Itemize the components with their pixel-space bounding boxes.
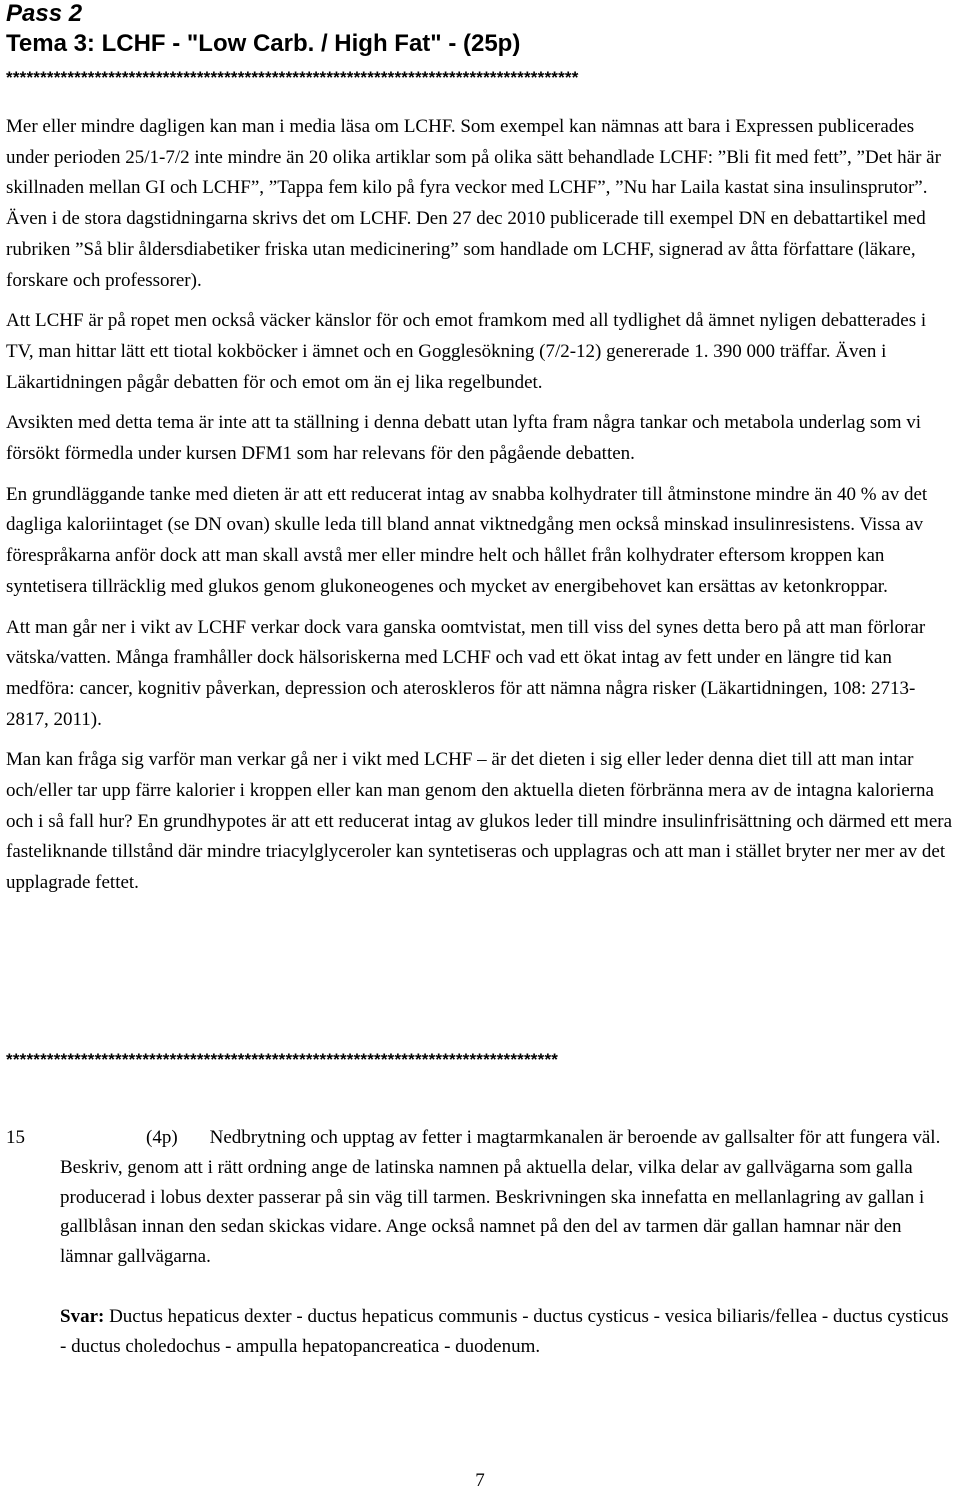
answer (60, 1302, 956, 1362)
question-body: Nedbrytning och upptag av fetter i magtarmkanalen är beroende av gallsalter för att fungera väl. Beskriv, genom att i rätt ordning ange de latinska namnen på aktuella delar, vilka delar av gallvägarna som galla producerad i lobus dexter passerar på sin väg till tarmen. Beskrivningen ska innefatta en mellanlagring av gallan i gallblåsan innan den sedan skickas vidare. Ange också namnet på den del av tarmen där gallan hamnar när den lämnar gallvägarna. (60, 1127, 941, 1268)
paragraph-4: En grundläggande tanke med dieten är att ett reducerat intag av snabba kolhydrater till åtminstone mindre än 40 % av det dagliga kaloriintaget (se DN ovan) skulle leda till bland annat viktnedgång men också minskad insulinresistens. Vissa av förespråkarna anför dock att man skall avstå mer eller mindre helt och hållet från kolhydrater eftersom kroppen kan syntetisera tillräcklig med glukos genom glukoneogenes och mycket av energibehovet kan ersättas av ketonkroppar. (6, 483, 928, 597)
paragraph-1: Mer eller mindre dagligen kan man i media läsa om LCHF. Som exempel kan nämnas att bara i Expressen publicerades under perioden 25/1-7/2 inte mindre än 20 olika artiklar som på olika sätt behandlade LCHF: ”Bli fit med fett”, ”Det här är skillnaden mellan GI och LCHF”, ”Tappa fem kilo på fyra veckor med LCHF”, ”Nu har Laila kastat sina insulinsprutor”. Även i de stora dagstidningarna skrivs det om LCHF. Den 27 dec 2010 publicerade till exempel DN en debattartikel med rubriken ”Så blir åldersdiabetiker friska utan medicinering” som handlade om LCHF, signerad av åtta författare (läkare, forskare och professorer). (6, 116, 941, 291)
paragraph-6: Man kan fråga sig varför man verkar gå ner i vikt med LCHF – är det dieten i sig eller leder denna diet till att man intar och/eller tar upp färre kalorier i kroppen eller kan man genom den aktuella dieten förbränna mera av de intagna kalorierna och i så fall hur? En grundhypotes är att ett reducerat intag av glukos leder till mindre insulinfrisättning och därmed ett mera fasteliknande tillstånd där mindre triacylglyceroler kan syntetiseras och upplagras och att man i stället bryter ner mer av det upplagrade fettet. (6, 749, 953, 894)
pass-heading: Pass 2 (6, 0, 83, 27)
divider-top: ************************************************************************************ (6, 68, 579, 87)
answer-label: Svar: (60, 1305, 105, 1327)
question-points: (4p) (146, 1127, 178, 1148)
answer-text: Ductus hepaticus dexter - ductus hepaticus communis - ductus cysticus - vesica biliaris/fellea - ductus cysticus - ductus choledochus - ampulla hepatopancreatica - duodenum. (60, 1305, 949, 1357)
divider-bottom: ********************************************************************************* (6, 1050, 559, 1069)
page-number: 7 (475, 1470, 485, 1491)
question-number: 15 (6, 1127, 25, 1148)
theme-heading: Tema 3: LCHF - "Low Carb. / High Fat" - (25p) (6, 30, 521, 57)
question-row (6, 1123, 956, 1272)
question-text (60, 1123, 956, 1272)
paragraph-2: Att LCHF är på ropet men också väcker känslor för och emot framkom med all tydlighet då ämnet nyligen debatterades i TV, man hittar lätt ett tiotal kokböcker i ämnet och en Gogglesökning (7/2-12) genererade 1. 390 000 träffar. Även i Läkartidningen pågår debatten för och emot om än ej lika regelbundet. (6, 310, 927, 393)
theme-body (6, 112, 954, 909)
paragraph-3: Avsikten med detta tema är inte att ta ställning i denna debatt utan lyfta fram några tankar och metabola underlag som vi försökt förmedla under kursen DFM1 som har relevans för den pågående debatten. (6, 412, 922, 465)
paragraph-5: Att man går ner i vikt av LCHF verkar dock vara ganska oomtvistat, men till viss del synes detta bero på att man förlorar vätska/vatten. Många framhåller dock hälsoriskerna med LCHF och vad ett ökat intag av fett under en längre tid kan medföra: cancer, kognitiv påverkan, depression och ateroskleros för att nämna några risker (Läkartidningen, 108: 2713-2817, 2011). (6, 616, 926, 730)
question-block (6, 1123, 956, 1362)
